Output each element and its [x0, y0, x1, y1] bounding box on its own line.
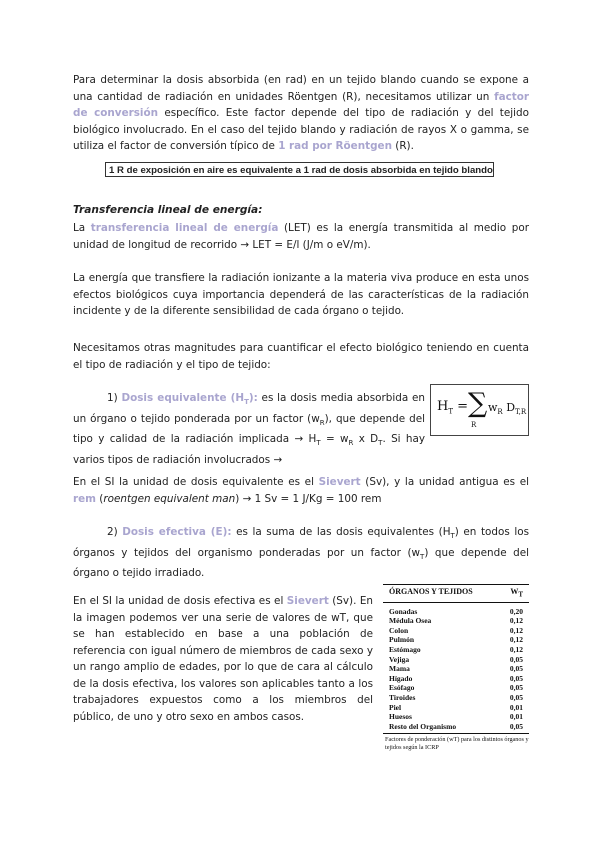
text: (: [96, 492, 104, 505]
weight-value: 0,05: [509, 683, 523, 693]
text: w: [488, 401, 498, 414]
paragraph-let: [73, 220, 529, 253]
highlight-rem: rem: [73, 492, 96, 505]
table-caption: Factores de ponderación (wT) para los distintos órganos y tejidos según la ICRP: [385, 736, 529, 751]
text: En el SI la unidad de dosis efectiva es el: [73, 595, 287, 607]
paragraph-sievert: [73, 474, 529, 507]
table-row: [383, 645, 529, 655]
table-header: [383, 584, 529, 603]
weight-value: 0,12: [509, 616, 523, 626]
subscript: T,R: [515, 408, 527, 417]
subscript: T: [450, 532, 455, 541]
section-title-let: Transferencia lineal de energía:: [73, 204, 263, 216]
text: ) en todos los órganos y tejidos del organismo ponderadas por un factor (w: [73, 526, 529, 559]
paragraph-magnitudes: [73, 340, 529, 373]
table-row: [383, 722, 529, 732]
highlight-let: transferencia lineal de energía: [90, 222, 279, 234]
organ-name: Gonadas: [389, 606, 418, 616]
text: (LET) es la energía transmitida al medio por unidad de longitud de recorrido → LET = E/l (J/m o eV/m).: [73, 222, 529, 251]
organ-name: Mama: [389, 664, 410, 674]
highlight-sievert: Sievert: [286, 595, 329, 607]
weight-value: 0,05: [509, 692, 523, 702]
table-row: [383, 703, 529, 713]
organ-name: Vejiga: [389, 654, 410, 664]
text: específico. Este factor depende del tipo de radiación y del tejido biológico involucrado. En el caso del tejido blando y radiación de rayos X o gamma, se utiliza el factor de conversión típico de: [73, 107, 529, 152]
boxed-note: 1 R de exposición en aire es equivalente a 1 rad de dosis absorbida en tejido blando: [105, 162, 494, 177]
text: es la suma de las dosis equivalentes (H: [231, 526, 451, 538]
equivalent-dose-formula: [430, 384, 529, 436]
organ-name: Médula Osea: [389, 616, 432, 626]
paragraph-effective-dose: [73, 593, 373, 725]
text: H: [437, 399, 449, 414]
weight-value: 0,01: [509, 712, 523, 722]
text: ) → 1 Sv = 1 J/Kg = 100 rem: [235, 492, 382, 505]
organ-name: Esófago: [389, 683, 415, 693]
table-row: [383, 712, 529, 722]
table-row: [383, 683, 529, 693]
highlight-sievert: Sievert: [318, 476, 361, 488]
organ-name: Tiroides: [389, 692, 416, 702]
table-row: [383, 664, 529, 674]
table-row: [383, 674, 529, 684]
table-row: [383, 655, 529, 665]
italic-text: roentgen equivalent man: [103, 492, 236, 505]
tissue-weighting-table: [383, 584, 529, 760]
text: . Si hay varios tipos de radiación involucrados →: [73, 433, 425, 466]
subscript: T: [316, 439, 321, 448]
table-row: [383, 616, 529, 626]
subscript: T: [378, 439, 383, 448]
item-number: 2): [107, 526, 123, 538]
organ-name: Hígado: [389, 673, 413, 683]
text: La energía que transfiere la radiación ionizante a la materia viva produce en esta unos efectos biológicos cuya importancia dependerá de las características de la radiación incidente y de la diferente sensibilidad de cada órgano o tejido.: [73, 272, 529, 317]
subscript: R: [497, 408, 503, 417]
weight-value: 0,12: [509, 635, 523, 645]
text: (Sv), y la unidad antigua es el: [360, 476, 529, 488]
highlight-dosis-equivalente: Dosis equivalente (H: [121, 392, 245, 404]
item-dosis-equivalente: [73, 390, 425, 468]
text: x D: [353, 433, 379, 446]
text: ) que depende del órgano o tejido irradiado.: [73, 546, 530, 580]
table-row: [383, 693, 529, 703]
formula-rhs: [488, 401, 526, 416]
weight-value: 0,12: [509, 644, 523, 654]
formula-lhs: [437, 399, 468, 416]
sigma-symbol: ∑: [468, 388, 488, 419]
table-row: [383, 626, 529, 636]
organ-name: Piel: [389, 702, 402, 712]
table-body: [383, 603, 529, 735]
subscript: T: [420, 552, 425, 561]
text: Para determinar la dosis absorbida (en rad) en un tejido blando cuando se expone a una cantidad de radiación en unidades Röentgen (R), necesitamos utilizar un: [73, 74, 529, 103]
weight-value: 0,12: [509, 625, 523, 635]
weight-value: 0,05: [509, 654, 523, 664]
text: Necesitamos otras magnitudes para cuantificar el efecto biológico teniendo en cuenta el tipo de radiación y el tipo de tejido:: [73, 342, 529, 371]
organ-name: Estómago: [389, 644, 421, 654]
table-row: [383, 607, 529, 617]
item-dosis-efectiva: [73, 524, 529, 582]
table-row: [383, 635, 529, 645]
text: D: [502, 401, 516, 414]
text: ):: [248, 392, 258, 404]
organ-name: Colon: [389, 625, 409, 635]
table-header-organs: ÓRGANOS Y TEJIDOS: [389, 587, 473, 596]
weight-value: 0,01: [509, 702, 523, 712]
subscript: T: [518, 590, 523, 599]
text: =: [453, 399, 469, 414]
organ-name: Resto del Organismo: [389, 721, 457, 731]
highlight-factor-conversion: factor de conversión: [73, 90, 529, 119]
text: (Sv). En la imagen podemos ver una serie de valores de wT, que se han establecido en base a una población de referencia con igual número de miembros de cada sexo y un rango amplio de edades, por lo que de cara al cálculo de la dosis efectiva, los valores son aplicables tanto a los trabajadores expuestos como a los miembros del público, de uno y otro sexo en ambos casos.: [73, 595, 373, 723]
text: La: [73, 222, 91, 234]
text: (R).: [391, 140, 414, 152]
subscript: T: [448, 407, 454, 416]
weight-value: 0,05: [509, 664, 523, 674]
subscript: R: [348, 439, 354, 448]
highlight-rad-por-roentgen: 1 rad por Röentgen: [278, 140, 392, 152]
organ-name: Huesos: [389, 712, 412, 722]
text: W: [510, 587, 519, 596]
table-header-weight: [510, 587, 523, 599]
subscript: R: [319, 418, 325, 427]
text: es la dosis media absorbida en un órgano o tejido ponderada por un factor (w: [73, 392, 426, 425]
weight-value: 0,05: [509, 721, 523, 731]
text: En el SI la unidad de dosis equivalente es el: [73, 476, 319, 488]
weight-value: 0,05: [509, 673, 523, 683]
subscript: T: [244, 398, 249, 407]
paragraph-conversion: [73, 72, 529, 155]
organ-name: Pulmón: [389, 635, 415, 645]
weight-value: 0,20: [509, 606, 523, 616]
text: = w: [320, 433, 349, 446]
text: ), que depende del tipo y calidad de la radiación implicada → H: [73, 412, 425, 446]
highlight-dosis-efectiva: Dosis efectiva (E):: [122, 526, 232, 538]
paragraph-effects: [73, 270, 529, 320]
item-number: 1): [107, 392, 122, 404]
sigma-subscript: R: [471, 421, 477, 429]
